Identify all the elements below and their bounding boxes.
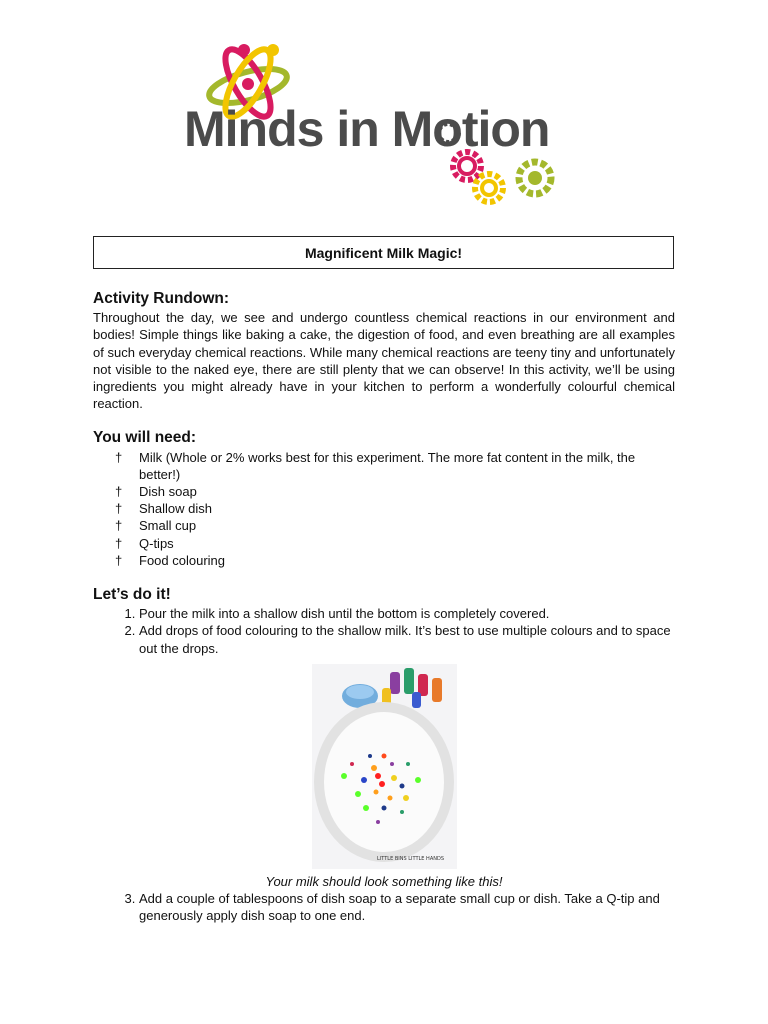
step-item: 1. Pour the milk into a shallow dish until the bottom is completely covered.	[139, 605, 675, 622]
needs-heading: You will need:	[93, 429, 197, 447]
list-item: † Q-tips	[115, 535, 174, 551]
list-item: † Small cup	[115, 518, 197, 534]
steps-list	[93, 605, 675, 657]
rundown-text: Throughout the day, we see and undergo countless chemical reactions in our environment and bodies! Simple things like baking a cake, the digestion of food, and even breathing are all examples of such everyday chemical reactions. While many chemical reactions are teeny tiny and unfortunately not visible to the naked eye, there are still plenty that we can observe! In this activity, we’ll be using ingredients you might already have in your kitchen to perform a wonderfully colourful chemical reaction.	[93, 310, 675, 412]
dagger-bullet-icon: †	[115, 535, 123, 551]
gear-icon-green	[519, 162, 551, 194]
figure-caption: Your milk should look something like this!	[265, 873, 503, 889]
logo-text: Minds in Motion	[184, 101, 550, 157]
gear-icon-yellow	[475, 174, 503, 202]
list-item: † Dish soap	[115, 484, 197, 500]
needs-list	[93, 449, 675, 569]
dagger-bullet-icon: †	[115, 501, 123, 517]
steps-heading: Let’s do it!	[93, 586, 171, 604]
activity-title: Magnificent Milk Magic!	[93, 236, 674, 269]
photo-watermark: LITTLE BINS LITTLE HANDS	[376, 855, 444, 862]
worksheet-body	[93, 290, 675, 924]
step-item: 2. Add drops of food colouring to the shallow milk. It’s best to use multiple colours and to space out the drops.	[139, 622, 675, 656]
step-item: 3. Add a couple of tablespoons of dish soap to a separate small cup or dish. Take a Q-tip and generously apply dish soap to one end.	[139, 890, 675, 924]
rundown-heading: Activity Rundown:	[93, 290, 230, 307]
dagger-bullet-icon: †	[115, 484, 123, 500]
dagger-bullet-icon: †	[115, 552, 123, 568]
list-item: † Shallow dish	[115, 501, 212, 517]
dagger-bullet-icon: †	[115, 449, 123, 465]
steps-list-continued	[93, 890, 675, 924]
list-item: † Food colouring	[115, 552, 225, 568]
dagger-bullet-icon: †	[115, 518, 123, 534]
minds-in-motion-logo	[180, 38, 600, 218]
milk-dish-photo	[312, 664, 457, 869]
list-item: † Milk (Whole or 2% works best for this experiment. The more fat content in the milk, the better!)	[115, 449, 636, 482]
